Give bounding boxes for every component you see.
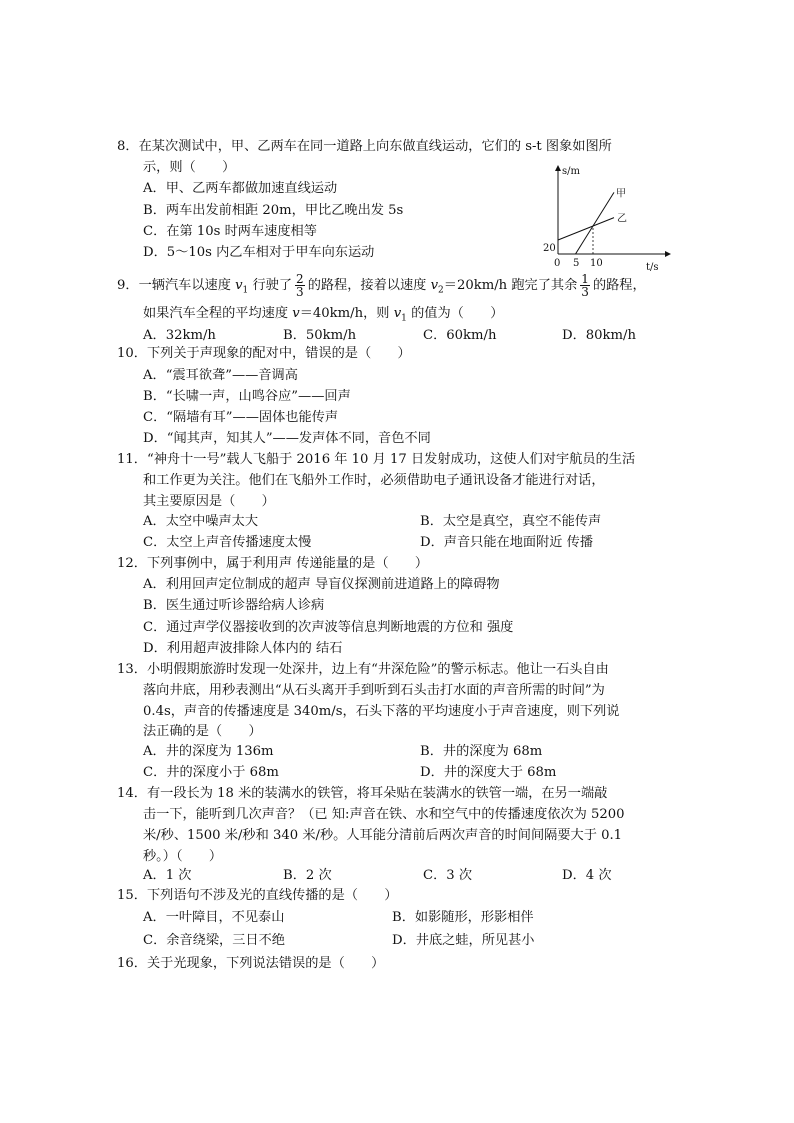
q9-var-v: v	[292, 306, 300, 321]
q9-part3: 的路程，接着以速度	[307, 278, 431, 293]
x-tick-0: 0	[554, 258, 561, 269]
q13-stem-line2: 落向井底，用秒表测出“从石头离开手到听到石头击打水面的声音所需的时间”为	[143, 683, 605, 698]
q11-stem-line3: 其主要原因是（ ）	[143, 494, 275, 509]
q9-var-v2: v	[430, 278, 439, 293]
q9-frac1-den: 3	[296, 285, 304, 299]
q9-var-v1b-sub: 1	[401, 313, 407, 324]
q9-fraction-two-thirds	[295, 273, 305, 298]
q9-var-v1-sub: 1	[242, 285, 249, 296]
q9-var-v2-sub: 2	[438, 285, 444, 296]
q13-option-c: C．井的深度小于 68m	[143, 765, 279, 780]
q12-option-b: B．医生通过听诊器给病人诊病	[143, 598, 325, 613]
q9-stem-line1	[117, 273, 646, 300]
series-label-yi: 乙	[617, 213, 627, 225]
q12-option-c: C．通过声学仪器接收到的次声波等信息判断地震的方位和 强度	[143, 620, 514, 635]
q15-option-b: B．如影随形，形影相伴	[392, 910, 534, 925]
series-label-jia: 甲	[616, 188, 626, 200]
q9-option-d: D．80km/h	[562, 328, 636, 343]
q9-frac2-den: 3	[581, 285, 589, 299]
q9-part4: ＝20km/h 跑完了其余	[443, 278, 578, 293]
q13-option-d: D．井的深度大于 68m	[420, 765, 557, 780]
q10-option-d: D．“闻其声，知其人”——发声体不同，音色不同	[143, 431, 431, 446]
q11-option-a: A．太空中噪声太大	[143, 514, 259, 529]
series-line-jia	[576, 192, 615, 254]
q9-part2: 行驶了	[248, 278, 293, 293]
q9-stem-line2	[143, 305, 503, 328]
q15-option-c: C．余音绕梁，三日不绝	[143, 933, 285, 948]
q9-part5: 的路程，	[592, 278, 646, 293]
q9-option-b: B．50km/h	[283, 328, 357, 343]
q8-option-d: D．5～10s 内乙车相对于甲车向东运动	[143, 245, 375, 260]
q8-option-b: B．两车出发前相距 20m，甲比乙晚出发 5s	[143, 203, 404, 218]
q16-stem: 16．关于光现象，下列说法错误的是（ ）	[117, 956, 385, 971]
q8-stem-line2: 示，则（ ）	[143, 160, 236, 175]
q14-option-d: D．4 次	[562, 868, 612, 883]
q12-option-d: D．利用超声波排除人体内的 结石	[143, 641, 343, 656]
q11-option-b: B．太空是真空，真空不能传声	[420, 514, 602, 529]
q11-stem-line2: 和工作更为关注。他们在飞船外工作时，必须借助电子通讯设备才能进行对话，	[143, 473, 605, 488]
q11-stem-line1: 11．“神舟十一号”载人飞船于 2016 年 10 月 17 日发射成功，这使人们对宇航员的生活	[117, 452, 636, 467]
q9-frac2-num: 1	[581, 272, 589, 286]
q12-stem: 12．下列事例中，属于利用声 传递能量的是（ ）	[117, 556, 429, 571]
st-chart	[538, 162, 678, 274]
y-tick-20: 20	[543, 243, 556, 254]
q11-option-c: C．太空上声音传播速度太慢	[143, 535, 312, 550]
q14-option-b: B．2 次	[283, 868, 332, 883]
q9-line2-b: ＝40km/h，则	[299, 306, 394, 321]
q14-stem-line3: 米/秒、1500 米/秒和 340 米/秒。人耳能分清前后两次声音的时间间隔要大于 0.1	[143, 828, 623, 843]
q14-stem-line1: 14．有一段长为 18 米的装满水的铁管，将耳朵贴在装满水的铁管一端，在另一端敲	[117, 786, 608, 801]
q13-option-a: A．井的深度为 136m	[143, 744, 274, 759]
q14-stem-line4: 秒。）（ ）	[143, 849, 223, 864]
q13-stem-line4: 法正确的是（ ）	[143, 724, 262, 739]
q10-option-a: A．“震耳欲聋”——音调高	[143, 368, 298, 383]
q9-frac1-num: 2	[296, 272, 304, 286]
q8-stem-line1: 8．在某次测试中，甲、乙两车在同一道路上向东做直线运动，它们的 s-t 图象如图所	[117, 139, 612, 154]
q13-option-b: B．井的深度为 68m	[420, 744, 543, 759]
q14-option-c: C．3 次	[423, 868, 473, 883]
q9-option-a: A．32km/h	[143, 328, 216, 343]
q8-option-a: A．甲、乙两车都做加速直线运动	[143, 181, 338, 196]
x-axis-label: t/s	[646, 262, 659, 273]
x-tick-5: 5	[573, 258, 580, 269]
q14-stem-line2: 击一下，能听到几次声音？（已 知:声音在铁、水和空气中的传播速度依次为 5200	[143, 807, 625, 822]
q8-option-c: C．在第 10s 时两车速度相等	[143, 224, 317, 239]
q9-var-v1b: v	[393, 306, 402, 321]
q10-option-c: C．“隔墙有耳”——固体也能传声	[143, 410, 339, 425]
q15-option-a: A．一叶障目，不见泰山	[143, 910, 285, 925]
q9-part1: 9．一辆汽车以速度	[117, 278, 236, 293]
q10-stem: 10．下列关于声现象的配对中，错误的是（ ）	[117, 346, 411, 361]
q9-line2-c: 的值为（ ）	[406, 306, 504, 321]
q11-option-d: D．声音只能在地面附近 传播	[420, 535, 594, 550]
q9-fraction-one-third	[580, 273, 590, 298]
q13-stem-line1: 13．小明假期旅游时发现一处深井，边上有“井深危险”的警示标志。他让一石头自由	[117, 662, 609, 677]
q12-option-a: A．利用回声定位制成的超声 导盲仪探测前进道路上的障碍物	[143, 577, 500, 592]
q9-var-v1: v	[235, 278, 243, 293]
q10-option-b: B．“长啸一声，山鸣谷应”——回声	[143, 389, 351, 404]
q9-option-c: C．60km/h	[423, 328, 497, 343]
q14-option-a: A．1 次	[143, 868, 192, 883]
q13-stem-line3: 0.4s，声音的传播速度是 340m/s，石头下落的平均速度小于声音速度，则下列说	[143, 704, 620, 719]
x-tick-10: 10	[590, 258, 603, 269]
q15-option-d: D．井底之蛙，所见甚小	[392, 933, 535, 948]
y-axis-label: s/m	[562, 166, 580, 177]
q15-stem: 15．下列语句不涉及光的直线传播的是（ ）	[117, 888, 398, 903]
q9-line2-a: 如果汽车全程的平均速度	[143, 306, 293, 321]
